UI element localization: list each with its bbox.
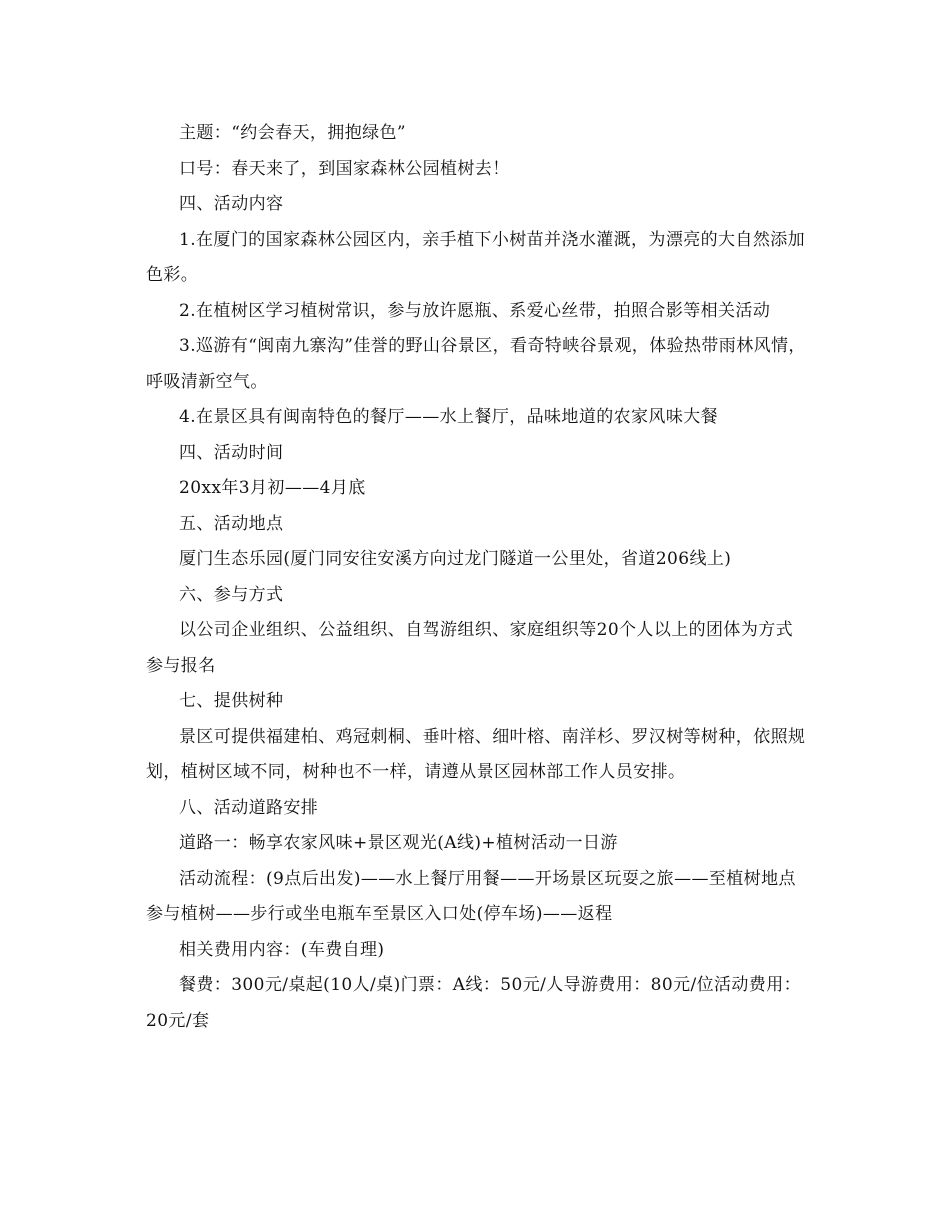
activity-time-value: 20xx年3月初——4月底 (179, 478, 366, 498)
cost-details: 餐费：300元/桌起(10人/桌)门票：A线：50元/人导游费用：80元/位活动费用：20元/套 (146, 975, 801, 1031)
route-one: 道路一：畅享农家风味+景区观光(A线)+植树活动一日游 (179, 833, 618, 853)
participation-value: 以公司企业组织、公益组织、自驾游组织、家庭组织等20个人以上的团体为方式参与报名 (146, 620, 794, 676)
section-heading-tree-species: 七、提供树种 (179, 691, 284, 711)
tree-species-value: 景区可提供福建柏、鸡冠刺桐、垂叶榕、细叶榕、南洋杉、罗汉树等树种，依照规划，植树区域不同，树种也不一样，请遵从景区园林部工作人员安排。 (146, 726, 806, 782)
theme-line: 主题：“约会春天，拥抱绿色” (179, 123, 406, 143)
activity-item-1: 1.在厦门的国家森林公园区内，亲手植下小树苗并浇水灌溉，为漂亮的大自然添加色彩。 (146, 229, 806, 285)
activity-item-4: 4.在景区具有闽南特色的餐厅——水上餐厅，品味地道的农家风味大餐 (179, 407, 719, 427)
section-heading-activity-time: 四、活动时间 (179, 442, 284, 463)
activity-item-3: 3.巡游有“闽南九寨沟”佳誉的野山谷景区，看奇特峡谷景观，体验热带雨林风情，呼吸清新空气。 (146, 336, 806, 392)
section-heading-participation: 六、参与方式 (179, 584, 284, 605)
slogan-line: 口号：春天来了，到国家森林公园植树去！ (179, 158, 510, 179)
document-body (146, 116, 806, 1039)
activity-location-value: 厦门生态乐园(厦门同安往安溪方向过龙门隧道一公里处，省道206线上) (179, 549, 732, 569)
activity-item-2: 2.在植树区学习植树常识，参与放许愿瓶、系爱心丝带，拍照合影等相关活动 (179, 300, 771, 321)
section-heading-route: 八、活动道路安排 (179, 797, 319, 818)
activity-process: 活动流程：(9点后出发)——水上餐厅用餐——开场景区玩耍之旅——至植树地点参与植树——步行或坐电瓶车至景区入口处(停车场)——返程 (146, 868, 796, 924)
related-costs-heading: 相关费用内容：(车费自理) (179, 939, 385, 960)
section-heading-activity-location: 五、活动地点 (179, 513, 284, 534)
section-heading-activity-content: 四、活动内容 (179, 194, 284, 214)
